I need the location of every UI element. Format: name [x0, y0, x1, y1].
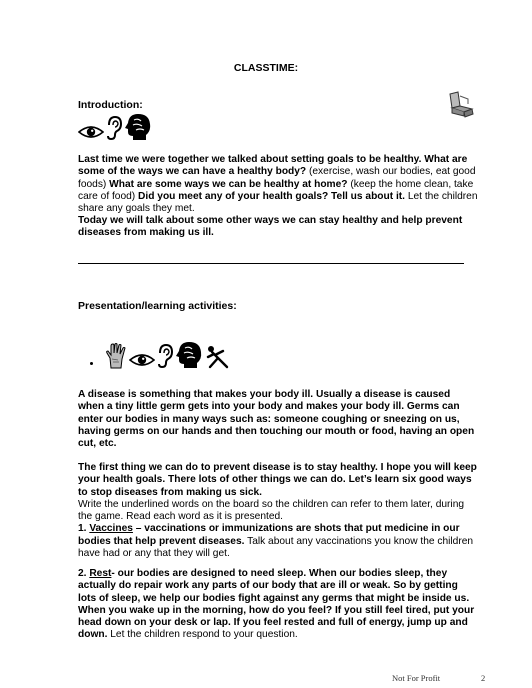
item-2-text: - our bodies are designed to need sleep. When our bodies sleep, they actually do repair work any parts of our body that are ill or weak. So by getting lots of sleep, we help our bodies fight against any germs that might be inside us. When you wake up in the morning, how do you feel? If you still feel tired, put your head down on your desk or lap. If you feel rested and full of energy, jump up and down.: [78, 568, 475, 641]
footer-label: Not For Profit: [392, 673, 441, 683]
section-divider: [78, 263, 464, 264]
page-title: CLASSTIME:: [233, 62, 299, 74]
intro-icon-row: [78, 113, 152, 141]
item-1-number: 1.: [78, 523, 90, 535]
stretching-figure-icon: [205, 345, 231, 369]
bullet-dot: [90, 362, 93, 365]
prevention-paragraph: [78, 462, 478, 560]
item-2-note: Let the children respond to your question.: [107, 629, 298, 641]
intro-question-2: What are some ways we can be healthy at home?: [109, 178, 348, 190]
intro-note-3: Let the children share any goals they met.: [78, 190, 478, 215]
disease-definition-text: A disease is something that makes your body ill. Usually a disease is caused when a tiny little germ gets into your body and makes your body ill. Germs can enter our bodies in many ways such as: someone coughing or sneezing on us, having germs on our hands and then touching our mouth or food, having an open cut, etc.: [78, 389, 475, 450]
item-2-keyword: Rest: [89, 568, 112, 579]
teacher-instruction-text: Write the underlined words on the board so the children can refer to them later, during the game. Read each word as it is presented.: [78, 498, 465, 523]
hand-icon: [105, 343, 127, 369]
rest-paragraph: [78, 568, 478, 642]
intro-paragraph-1: [78, 154, 478, 215]
item-2-number: 2.: [78, 568, 90, 579]
head-profile-icon: [175, 341, 203, 369]
presentation-heading: Presentation/learning activities:: [78, 300, 237, 312]
ear-icon: [106, 115, 122, 141]
disease-paragraph: [78, 389, 478, 450]
intro-paragraph-2: [78, 215, 478, 240]
intro-question-1: Last time we were together we talked about setting goals to be healthy. What are some of the ways we can have a healthy body?: [78, 154, 468, 178]
eye-icon: [78, 123, 104, 141]
chair-icon: [446, 90, 476, 123]
intro-note-1: (exercise, wash our bodies, eat good foods): [78, 166, 476, 190]
prevention-intro-text: The first thing we can do to prevent disease is to stay healthy. I hope you will keep your health goals. There lots of other things we can do. Let’s learn six good ways to stop diseases from making us sick.: [78, 462, 477, 498]
presentation-icon-row: [90, 341, 231, 369]
item-1-note: Talk about any vaccinations you know the children have had or any that they will get.: [78, 535, 474, 560]
item-1-text: – vaccinations or immunizations are shots that put medicine in our bodies that help prevent diseases.: [78, 523, 460, 547]
ear-icon: [157, 343, 173, 369]
eye-icon: [129, 351, 155, 369]
page-number: 2: [481, 673, 486, 683]
intro-today-text: Today we will talk about some other ways we can stay healthy and help prevent diseases from making us ill.: [78, 215, 463, 239]
introduction-heading: Introduction:: [78, 99, 143, 111]
head-profile-icon: [124, 113, 152, 141]
intro-note-2: (keep the home clean, take care of food): [78, 178, 474, 202]
item-1-keyword: Vaccines: [89, 523, 133, 535]
intro-question-3: Did you meet any of your health goals? Tell us about it.: [138, 190, 406, 202]
